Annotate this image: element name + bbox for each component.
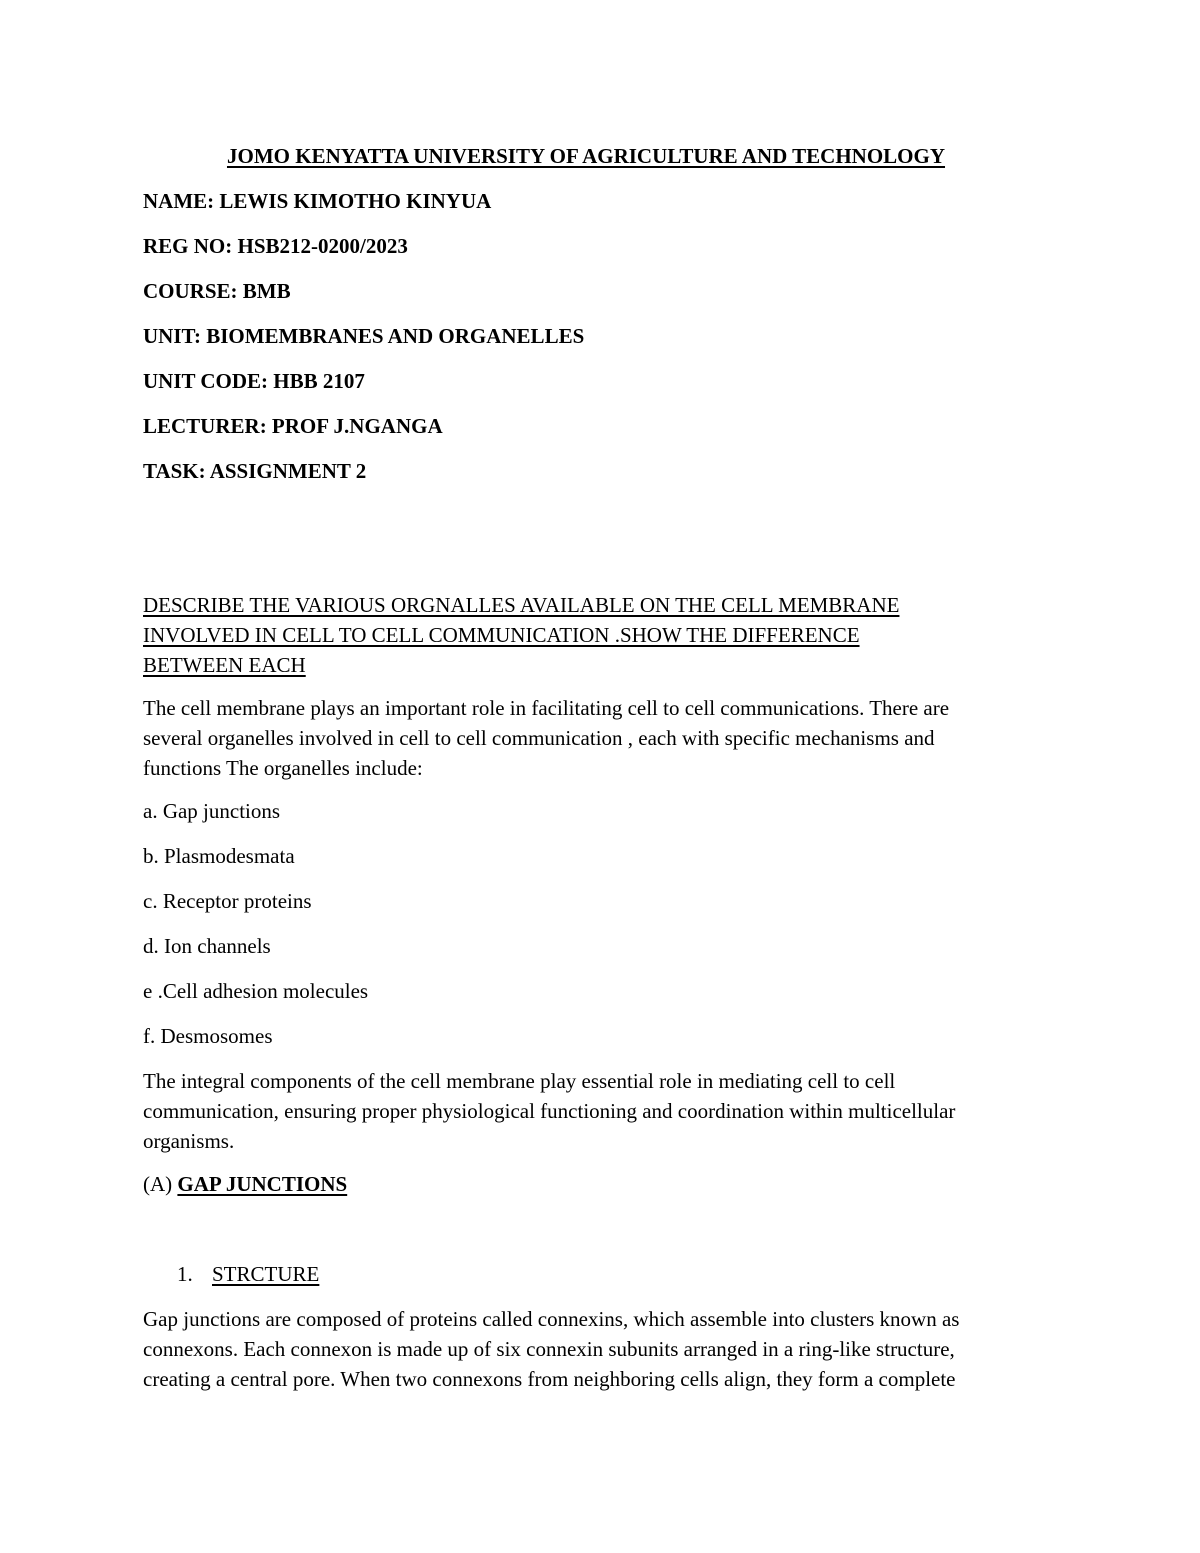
unit-name: UNIT: BIOMEMBRANES AND ORGANELLES — [143, 324, 585, 348]
paragraph-line: creating a central pore. When two connexons from neighboring cells align, they form a complete — [143, 1367, 956, 1391]
list-item: c. Receptor proteins — [143, 889, 312, 913]
subsection-number: 1. — [177, 1262, 193, 1286]
course: COURSE: BMB — [143, 279, 291, 303]
unit-code: UNIT CODE: HBB 2107 — [143, 369, 365, 393]
section-title: GAP JUNCTIONS — [177, 1172, 348, 1196]
question-heading — [143, 590, 1063, 680]
question-line: BETWEEN EACH — [143, 653, 306, 677]
paragraph-line: communication, ensuring proper physiological functioning and coordination within multicellular — [143, 1099, 956, 1123]
summary-paragraph — [143, 1066, 1063, 1156]
paragraph-line: Gap junctions are composed of proteins called connexins, which assemble into clusters known as — [143, 1307, 960, 1331]
paragraph-line: The cell membrane plays an important role in facilitating cell to cell communications. There are — [143, 696, 950, 720]
task: TASK: ASSIGNMENT 2 — [143, 459, 367, 483]
list-item: f. Desmosomes — [143, 1024, 273, 1048]
registration-number: REG NO: HSB212-0200/2023 — [143, 234, 408, 258]
list-item: d. Ion channels — [143, 934, 271, 958]
list-item: b. Plasmodesmata — [143, 844, 295, 868]
lecturer: LECTURER: PROF J.NGANGA — [143, 414, 443, 438]
question-line: INVOLVED IN CELL TO CELL COMMUNICATION .SHOW THE DIFFERENCE — [143, 623, 860, 647]
section-prefix: (A) — [143, 1172, 178, 1196]
paragraph-line: functions The organelles include: — [143, 756, 423, 780]
intro-paragraph — [143, 693, 1063, 783]
structure-paragraph — [143, 1304, 1063, 1394]
paragraph-line: organisms. — [143, 1129, 235, 1153]
subsection-title: STRCTURE — [212, 1262, 320, 1286]
question-line: DESCRIBE THE VARIOUS ORGNALLES AVAILABLE ON THE CELL MEMBRANE — [143, 593, 900, 617]
university-title: JOMO KENYATTA UNIVERSITY OF AGRICULTURE AND TECHNOLOGY — [226, 144, 946, 168]
paragraph-line: connexons. Each connexon is made up of six connexin subunits arranged in a ring-like structure, — [143, 1337, 955, 1361]
section-heading — [143, 1169, 347, 1199]
subsection-heading — [177, 1259, 319, 1289]
list-item: a. Gap junctions — [143, 799, 281, 823]
list-item: e .Cell adhesion molecules — [143, 979, 369, 1003]
paragraph-line: several organelles involved in cell to cell communication , each with specific mechanisms and — [143, 726, 935, 750]
paragraph-line: The integral components of the cell membrane play essential role in mediating cell to cell — [143, 1069, 896, 1093]
student-name: NAME: LEWIS KIMOTHO KINYUA — [143, 189, 492, 213]
